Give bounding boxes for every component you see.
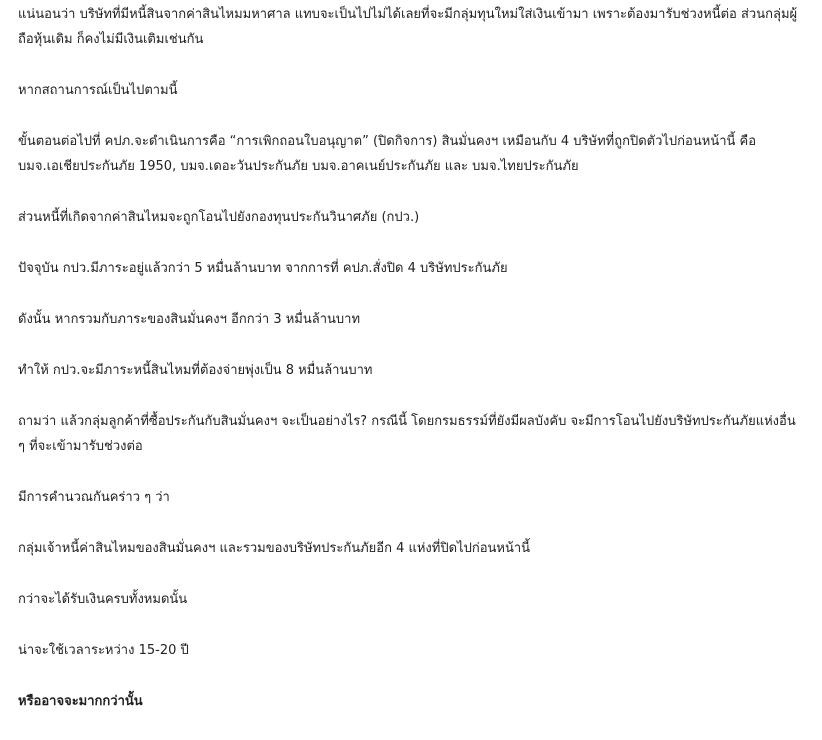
paragraph-4: ส่วนหนี้ที่เกิดจากค่าสินไหมจะถูกโอนไปยังกองทุนประกันวินาศภัย (กปว.) xyxy=(18,210,420,225)
paragraph-8: ถามว่า แล้วกลุ่มลูกค้าที่ซื้อประกันกับสินมั่นคงฯ จะเป็นอย่างไร? กรณีนี้ โดยกรมธรรม์ที่ยังมีผลบังคับ จะมีการโอนไปยังบริษัทประกันภัยแห่งอื่น ๆ ที่จะเข้ามารับช่วงต่อ xyxy=(18,414,796,454)
paragraph-7: ทำให้ กปว.จะมีภาระหนี้สินไหมที่ต้องจ่ายพุ่งเป็น 8 หมื่นล้านบาท xyxy=(18,363,373,378)
paragraph-2: หากสถานการณ์เป็นไปตามนี้ xyxy=(18,83,178,98)
paragraph-10: กลุ่มเจ้าหนี้ค่าสินไหมของสินมั่นคงฯ และรวมของบริษัทประกันภัยอีก 4 แห่งที่ปิดไปก่อนหน้านี้ xyxy=(18,541,531,556)
paragraph-1: แน่นอนว่า บริษัทที่มีหนี้สินจากค่าสินไหมมหาศาล แทบจะเป็นไปไม่ได้เลยที่จะมีกลุ่มทุนใหม่ใส่เงินเข้ามา เพราะต้องมารับช่วงหนี้ต่อ ส่วนกลุ่มผู้ถือหุ้นเดิม ก็คงไม่มีเงินเติมเช่นกัน xyxy=(18,7,798,47)
paragraph-3: ขั้นตอนต่อไปที่ คปภ.จะดำเนินการคือ “การเพิกถอนใบอนุญาต” (ปิดกิจการ) สินมั่นคงฯ เหมือนกับ 4 บริษัทที่ถูกปิดตัวไปก่อนหน้านี้ คือ บมจ.เอเชียประกันภัย 1950, บมจ.เดอะวันประกันภัย บมจ.อาคเนย์ประกันภัย และ บมจ.ไทยประกันภัย xyxy=(18,134,757,174)
paragraph-9: มีการคำนวณกันคร่าว ๆ ว่า xyxy=(18,490,170,505)
paragraph-13-bold: หรืออาจจะมากกว่านั้น xyxy=(18,694,143,709)
paragraph-6: ดังนั้น หากรวมกับภาระของสินมั่นคงฯ อีกกว่า 3 หมื่นล้านบาท xyxy=(18,312,361,327)
article-body xyxy=(18,0,804,740)
paragraph-12: น่าจะใช้เวลาระหว่าง 15-20 ปี xyxy=(18,643,189,658)
paragraph-11: กว่าจะได้รับเงินครบทั้งหมดนั้น xyxy=(18,592,188,607)
paragraph-5: ปัจจุบัน กปว.มีภาระอยู่แล้วกว่า 5 หมื่นล้านบาท จากการที่ คปภ.สั่งปิด 4 บริษัทประกันภัย xyxy=(18,261,508,276)
